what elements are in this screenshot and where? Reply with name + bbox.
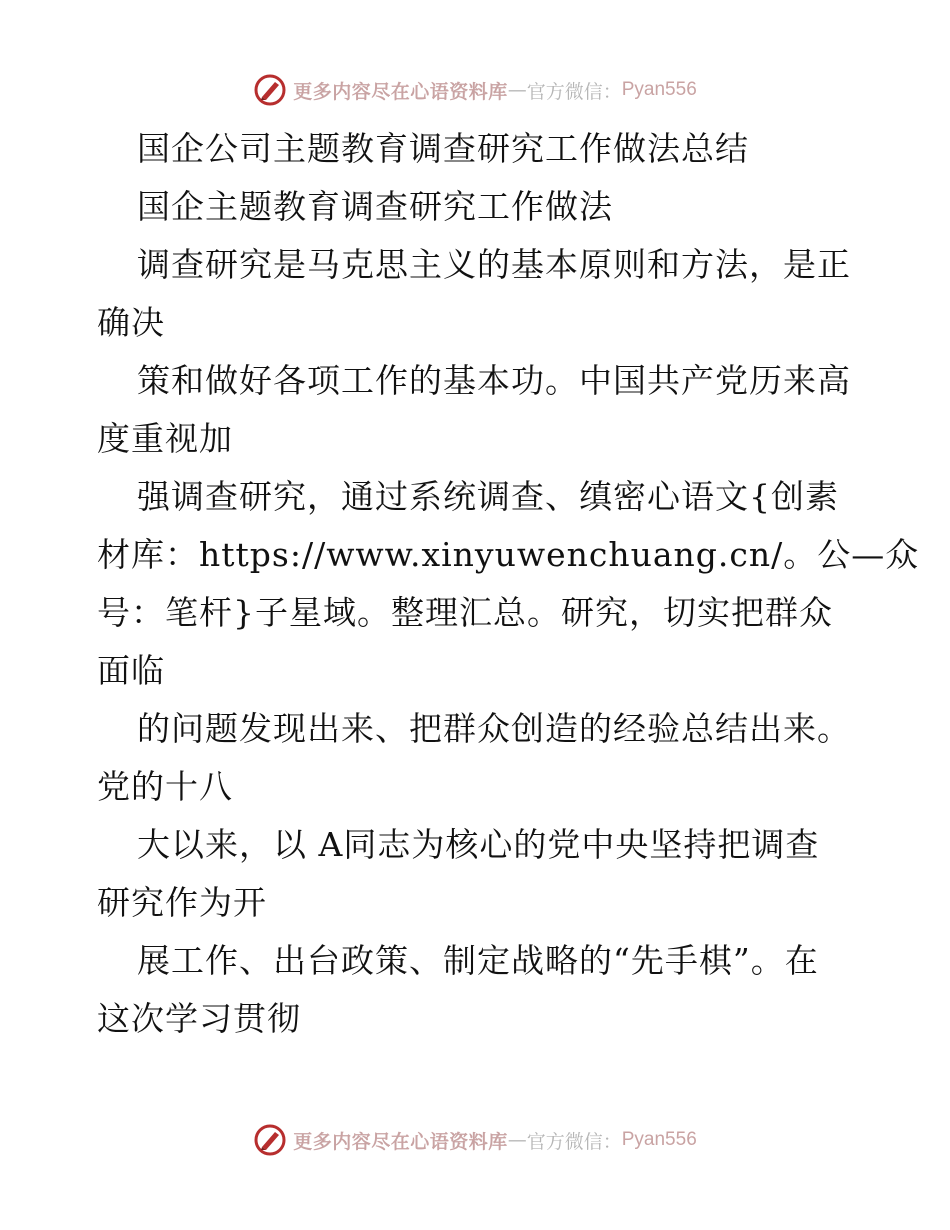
- document-subtitle: 国企主题教育调查研究工作做法: [137, 187, 613, 226]
- paragraph-line: 大以来，以 A同志为核心的党中央坚持把调查: [137, 825, 820, 864]
- paragraph-line-wrap: 确决: [97, 303, 165, 342]
- banner-wechat-label: 官方微信：: [526, 1130, 622, 1153]
- banner-wechat-id: Pyan556: [621, 1129, 697, 1150]
- banner-separator: —: [507, 79, 527, 101]
- document-body: [97, 120, 920, 1048]
- paragraph-line: 调查研究是马克思主义的基本原则和方法，是正: [137, 245, 851, 284]
- banner-text: 更多内容尽在心语资料库: [293, 80, 508, 103]
- document-title: 国企公司主题教育调查研究工作做法总结: [137, 129, 749, 168]
- banner-text: 更多内容尽在心语资料库: [293, 1130, 508, 1153]
- paragraph-line: 展工作、出台政策、制定战略的“先手棋”。在: [137, 941, 819, 980]
- paragraph-line-wrap: 党的十八: [97, 767, 233, 806]
- paragraph-line-wrap: 材库：https://www.xinyuwenchuang.cn/。公—众: [97, 535, 920, 574]
- banner-wechat-id: Pyan556: [621, 79, 697, 100]
- paragraph-line-wrap: 度重视加: [97, 419, 233, 458]
- brand-logo-icon: [253, 73, 287, 107]
- paragraph-line-wrap: 研究作为开: [97, 883, 267, 922]
- paragraph-line-wrap: 号：笔杆}子星域。整理汇总。研究，切实把群众: [97, 593, 833, 632]
- footer-banner: [0, 1120, 950, 1160]
- paragraph-line-wrap: 面临: [97, 651, 165, 690]
- paragraph-line: 策和做好各项工作的基本功。中国共产党历来高: [137, 361, 851, 400]
- paragraph-line: 的问题发现出来、把群众创造的经验总结出来。: [137, 709, 851, 748]
- banner-separator: —: [507, 1129, 527, 1151]
- banner-wechat-label: 官方微信：: [526, 80, 622, 103]
- brand-logo-icon: [253, 1123, 287, 1157]
- paragraph-line-wrap: 这次学习贯彻: [97, 999, 301, 1038]
- header-banner: [0, 70, 950, 110]
- paragraph-line: 强调查研究，通过系统调查、缜密心语文{创素: [137, 477, 839, 516]
